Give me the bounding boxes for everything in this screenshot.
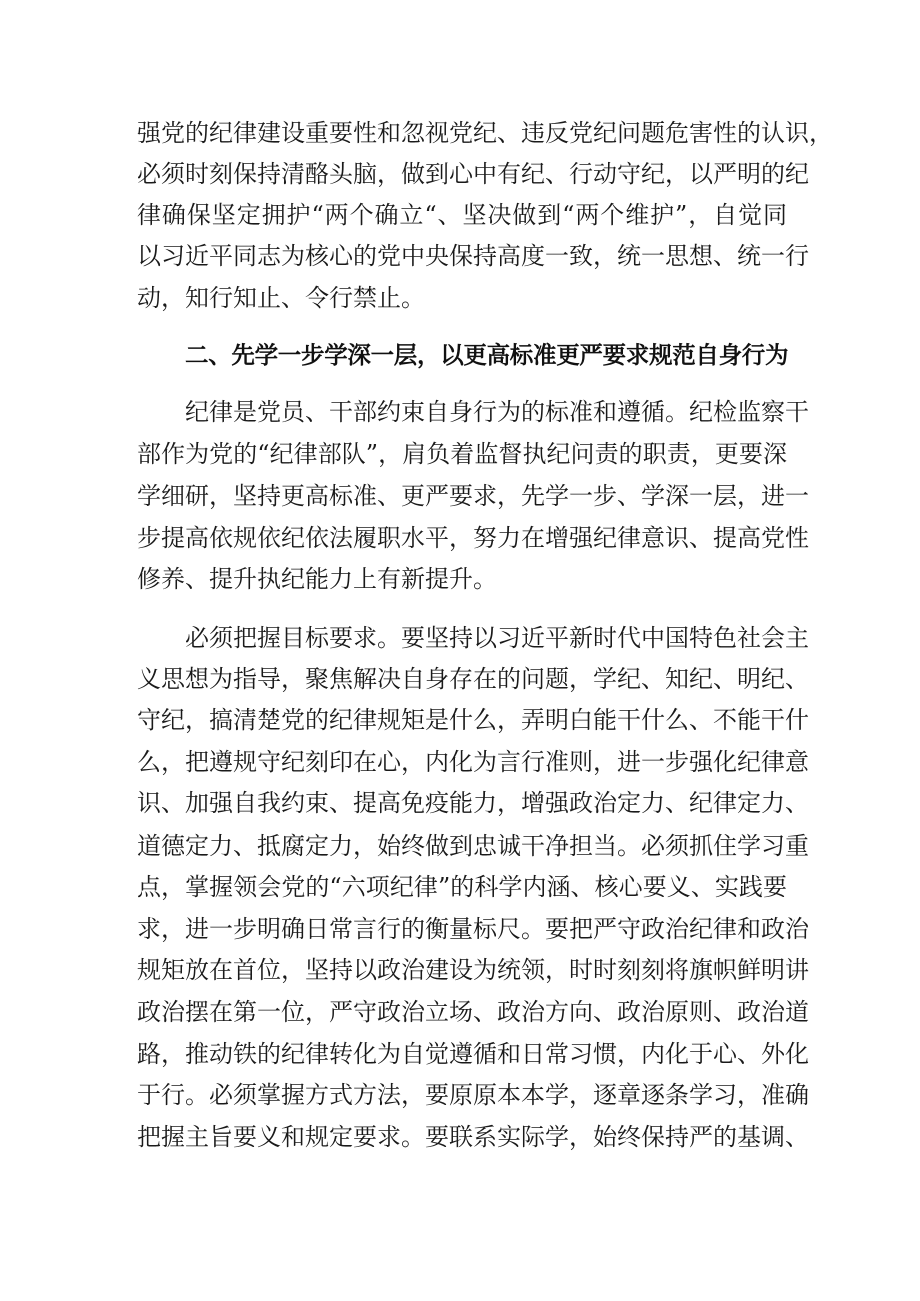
text-line: 守纪，搞清楚党的纪律规矩是什么，弄明白能干什么、不能干什 xyxy=(137,706,809,734)
text-line: 识、加强自我约束、提高免疫能力，增强政治定力、纪律定力、 xyxy=(137,789,809,817)
text-line: 必须时刻保持清酪头脑，做到心中有纪、行动守纪，以严明的纪 xyxy=(137,160,809,188)
text-line: 义思想为指导，聚焦解决自身存在的问题，学纪、知纪、明纪、 xyxy=(137,665,809,693)
text-line: 修养、提升执纪能力上有新提升。 xyxy=(137,565,497,593)
text-line: 点，掌握领会党的“六项纪律”的科学内涵、核心要义、实践要 xyxy=(137,873,787,901)
text-line: 于行。必须掌握方式方法，要原原本本学，逐章逐条学习，准确 xyxy=(137,1081,809,1109)
text-line: 部作为党的“纪律部队”，肩负着监督执纪问责的职责，更要深 xyxy=(137,440,787,468)
text-line: 律确保坚定拥护“两个确立“、坚决做到“两个维护”，自觉同 xyxy=(137,201,787,229)
text-line: 么，把遵规守纪刻印在心，内化为言行准则，进一步强化纪律意 xyxy=(137,748,809,776)
text-line: 步提高依规依纪依法履职水平，努力在增强纪律意识、提高党性 xyxy=(137,524,809,552)
text-line: 道德定力、抵腐定力，始终做到忠诚干净担当。必须抓住学习重 xyxy=(137,832,809,860)
text-line: 必须把握目标要求。要坚持以习近平新时代中国特色社会主 xyxy=(185,624,809,652)
text-line: 强党的纪律建设重要性和忽视党纪、违反党纪问题危害性的认识， xyxy=(137,119,833,147)
text-line: 求，进一步明确日常言行的衡量标尺。要把严守政治纪律和政治 xyxy=(137,915,809,943)
text-line: 路，推动铁的纪律转化为自觉遵循和日常习惯，内化于心、外化 xyxy=(137,1040,809,1068)
text-line: 纪律是党员、干部约束自身行为的标准和遵循。纪检监察干 xyxy=(185,398,809,426)
text-line: 规矩放在首位，坚持以政治建设为统领，时时刻刻将旗帜鲜明讲 xyxy=(137,956,809,984)
section-heading: 二、先学一步学深一层，以更高标准更严要求规范自身行为 xyxy=(185,341,789,369)
text-line: 学细研，坚持更高标准、更严要求，先学一步、学深一层，进一 xyxy=(137,482,809,510)
text-line: 政治摆在第一位，严守政治立场、政治方向、政治原则、政治道 xyxy=(137,998,809,1026)
text-line: 以习近平同志为核心的党中央保持高度一致，统一思想、统一行 xyxy=(137,242,809,270)
text-line: 动，知行知止、令行禁止。 xyxy=(137,284,425,312)
text-line: 把握主旨要义和规定要求。要联系实际学，始终保持严的基调、 xyxy=(137,1123,809,1151)
